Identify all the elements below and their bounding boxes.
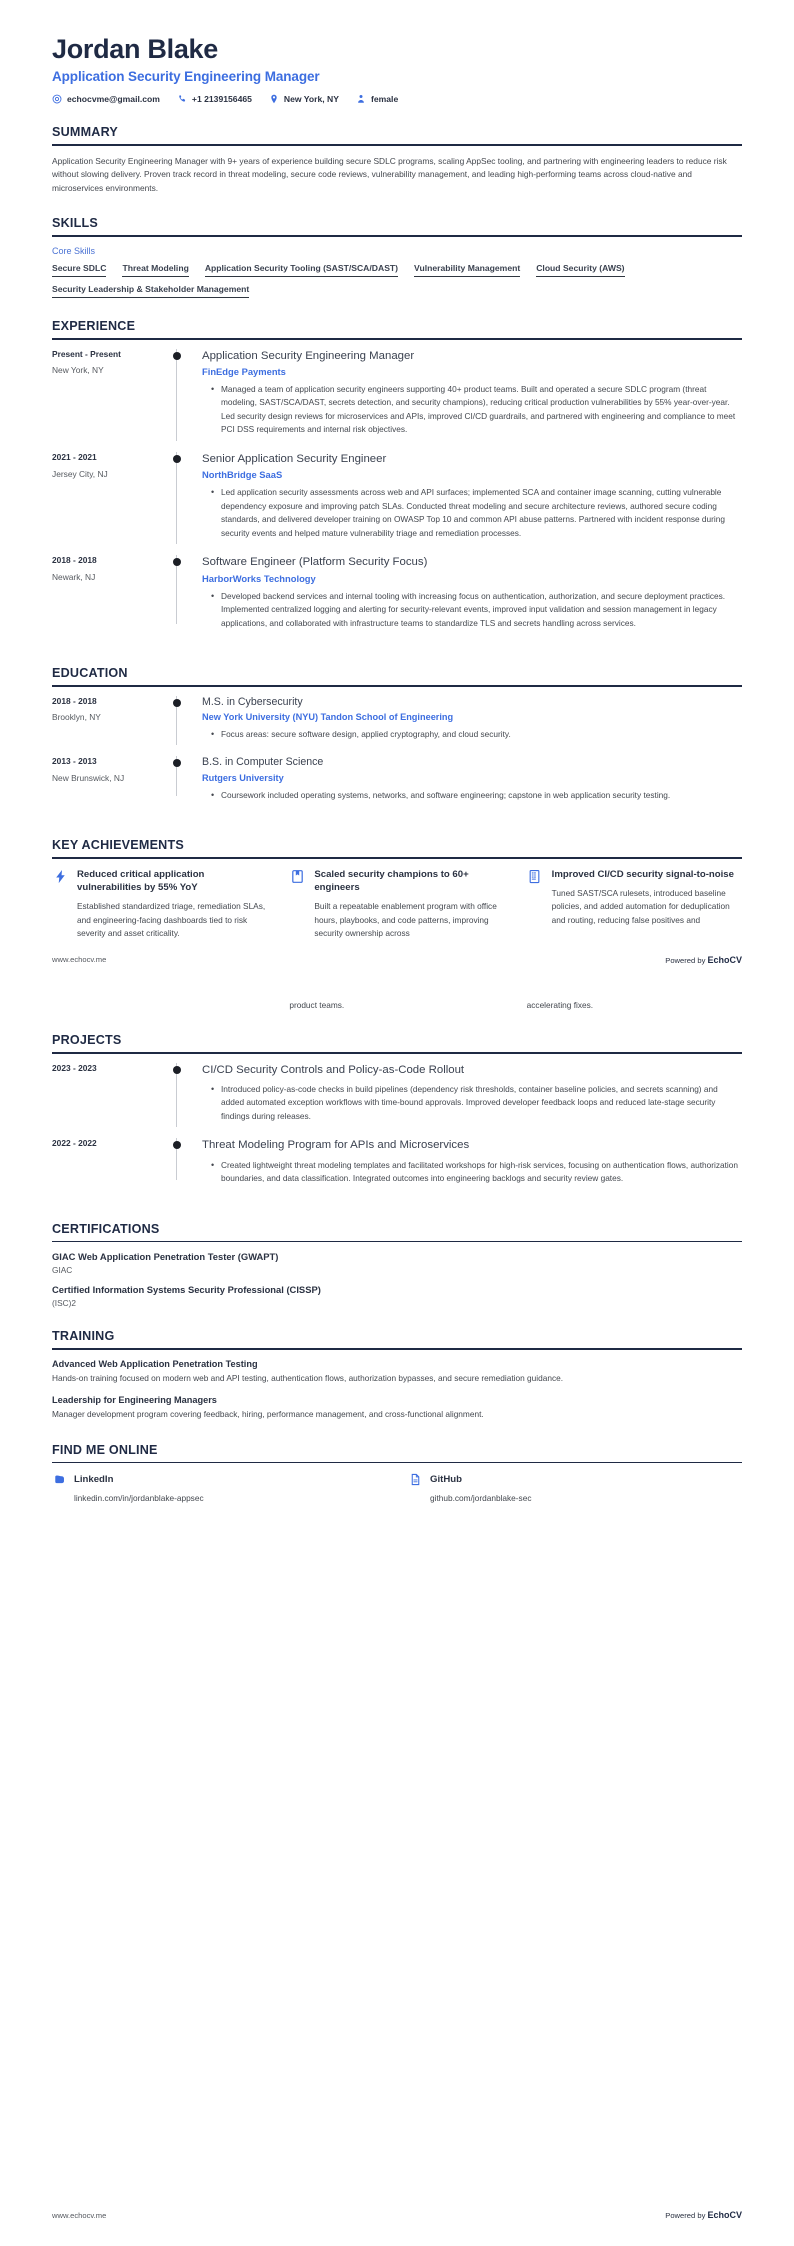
skill-tag: Threat Modeling [122,263,188,277]
entry-date: 2018 - 2018 [52,555,97,566]
lightning-bolt-icon [52,869,68,885]
achievement-title: Improved CI/CD security signal-to-noise [551,868,734,880]
location-pin-icon [269,94,279,104]
list-item: • Managed a team of application security engineers supporting 40+ product teams. Built and operated a secure SDLC program (threat modeling, SAST/SCA/DAST, secrets detection, and security champions), reducing critical production vulnerabilities by 55% year-over-year. Led security design reviews for microservices and APIs, improved CI/CD guardrails, and partnered with engineering and compliance to meet PCI DSS requirements and internal risk objectives. [213,383,742,437]
entry-date: 2022 - 2022 [52,1138,97,1149]
certification-name: Certified Information Systems Security Professional (CISSP) [52,1284,321,1296]
skill-tag: Vulnerability Management [414,263,520,277]
training-name: Advanced Web Application Penetration Testing [52,1358,258,1369]
skill-tag: Cloud Security (AWS) [536,263,624,277]
timeline-rail [172,1063,194,1126]
achievement-description: Built a repeatable enablement program with office hours, playbooks, and code patterns, improving security ownership across [314,901,497,939]
list-item: • Focus areas: secure software design, applied cryptography, and cloud security. [213,728,742,742]
section-key-achievements [52,838,742,940]
list-item: • Introduced policy-as-code checks in build pipelines (dependency risk thresholds, container baseline policies, and secrets scanning) and added automated exception workflows with time-bound approvals. Improved developer feedback loops and reduced late-stage security findings during releases. [213,1083,742,1124]
entry-location: Jersey City, NJ [52,468,108,479]
contact-gender [356,94,398,104]
entry-date: 2018 - 2018 [52,695,97,706]
entry-meta [52,349,172,439]
footer-brand-name: EchoCV [707,954,742,965]
timeline-rail [172,555,194,632]
entry-bullets [202,789,742,803]
certification-item [52,1251,742,1275]
list-item: • Created lightweight threat modeling templates and facilitated workshops for high-risk services, focusing on authentication flows, authorization boundaries, and data classification. Integrated outcomes into engineering backlogs and security review gates. [213,1159,742,1186]
section-find-me-online [52,1443,742,1504]
section-title-achievements: KEY ACHIEVEMENTS [52,838,184,853]
entry-content [194,1063,742,1126]
section-title-training: TRAINING [52,1329,115,1344]
section-title-education: EDUCATION [52,666,128,681]
entry-organization: FinEdge Payments [202,365,286,377]
bookmark-icon [289,869,305,885]
training-item [52,1395,742,1421]
certification-name: GIAC Web Application Penetration Tester (GWAPT) [52,1251,279,1263]
project-title: Threat Modeling Program for APIs and Microservices [202,1139,470,1152]
section-title-certifications: CERTIFICATIONS [52,1221,160,1236]
at-icon [52,94,62,104]
section-projects [52,1033,742,1201]
footer-site[interactable]: www.echocv.me [52,955,107,965]
entry-role: Software Engineer (Platform Security Focus) [202,556,428,569]
section-skills [52,216,742,298]
achievement-description: Tuned SAST/SCA rulesets, introduced baseline policies, and added automation for deduplication and routing, reducing false positives and [551,888,730,925]
section-training [52,1329,742,1421]
entry-organization: HarborWorks Technology [202,572,316,584]
footer-brand [665,955,742,965]
section-title-experience: EXPERIENCE [52,319,136,334]
achievement-card [527,868,742,941]
achievement-title: Scaled security champions to 60+ engineers [314,868,469,893]
achievement-title: Reduced critical application vulnerabilities by 55% YoY [77,868,205,893]
skill-tag-list [52,263,742,298]
page-title: Jordan Blake [52,34,218,64]
online-profile-linkedin[interactable] [52,1472,386,1503]
entry-content [194,1138,742,1187]
entry-content [194,555,742,632]
certification-issuer: GIAC [52,1265,73,1276]
entry-organization: NorthBridge SaaS [202,469,283,481]
linkedin-icon [52,1472,66,1486]
project-entry [52,1063,742,1139]
section-title-skills: SKILLS [52,216,98,231]
achievement-description: Established standardized triage, remediation SLAs, and engineering-facing dashboards tied to risk severity and asset criticality. [77,901,266,939]
page-footer [52,2210,742,2220]
entry-meta [52,756,172,804]
list-item: • Coursework included operating systems, networks, and software engineering; capstone in web application security testing. [213,789,742,803]
achievement-card [52,868,267,941]
entry-content [194,349,742,439]
entry-role: Application Security Engineering Manager [202,349,415,362]
timeline-dot [173,352,181,360]
section-experience [52,319,742,645]
education-entry [52,696,742,757]
entry-location: Brooklyn, NY [52,712,101,723]
training-name: Leadership for Engineering Managers [52,1395,217,1406]
online-profile-github[interactable] [408,1472,742,1503]
footer-brand-prefix: Powered by [665,2211,708,2220]
contact-location-text: New York, NY [283,94,339,105]
list-item: • Led application security assessments across web and API surfaces; implemented SCA and container image scanning, cutting vulnerable dependency exposure and improving patch SLAs. Conducted threat modeling and secure architecture reviews, authored secure coding standards, and delivered developer training on OWASP Top 10 and common API abuse patterns. Partnered with incident response during security events and helped mature vulnerability triage and remediation processes. [213,486,742,540]
entry-location: Newark, NJ [52,572,96,583]
summary-text: Application Security Engineering Manager with 9+ years of experience building secure SDLC programs, scaling AppSec tooling, and partnering with engineering leaders to reduce risk without slowing delivery. Proven track record in threat modeling, secure code reviews, vulnerability management, and leading high-performing teams across cloud-native and microservices environments. [52,155,727,193]
entry-date: 2023 - 2023 [52,1062,97,1073]
skill-group-label: Core Skills [52,246,96,257]
list-item: • Developed backend services and internal tooling with increasing focus on authentication, authorization, and secure deployment practices. Implemented centralized logging and alerting for security-relevant events, improved input validation and session management in legacy applications, and collaborated with infrastructure teams to standardize TLS and secrets handling across services. [213,590,742,631]
timeline-dot [173,699,181,707]
contact-email-text: echocvme@gmail.com [67,94,160,105]
timeline-rail [172,1138,194,1187]
contact-email[interactable] [52,94,160,104]
entry-role: Senior Application Security Engineer [202,452,387,465]
project-title: CI/CD Security Controls and Policy-as-Code Rollout [202,1063,465,1076]
section-title-online: FIND ME ONLINE [52,1442,158,1457]
entry-content [194,696,742,744]
timeline-dot [173,1066,181,1074]
entry-date: Present - Present [52,348,121,359]
skill-tag: Secure SDLC [52,263,106,277]
section-title-projects: PROJECTS [52,1032,122,1047]
entry-date: 2013 - 2013 [52,756,97,767]
skill-tag: Security Leadership & Stakeholder Management [52,284,249,298]
entry-location: New York, NY [52,365,104,376]
experience-entry [52,349,742,452]
training-description: Hands-on training focused on modern web and API testing, authentication flows, authorization bypasses, and secure remediation guidance. [52,1372,564,1383]
experience-entry [52,555,742,645]
server-rack-icon [527,869,543,885]
education-entry [52,756,742,817]
achievement-card [289,868,504,941]
online-label: GitHub [430,1473,462,1485]
entry-bullets [202,383,742,437]
achievement-spill-row [52,999,742,1012]
person-icon [356,94,366,104]
entry-content [194,756,742,804]
entry-meta [52,696,172,744]
experience-entry [52,452,742,555]
achievement-description-continued: product teams. [289,999,345,1010]
achievement-description-continued: accelerating fixes. [526,999,594,1010]
online-grid [52,1472,742,1503]
timeline-dot [173,759,181,767]
entry-bullets [202,590,742,631]
entry-bullets [202,486,742,540]
footer-site[interactable]: www.echocv.me [52,2210,107,2220]
timeline-rail [172,756,194,804]
entry-content [194,452,742,542]
online-url[interactable]: github.com/jordanblake-sec [430,1493,532,1504]
contact-location [269,94,339,104]
entry-meta [52,1138,172,1187]
certification-item [52,1284,742,1308]
online-label: LinkedIn [74,1473,114,1485]
timeline-rail [172,349,194,439]
achievement-grid [52,868,742,941]
certification-issuer: (ISC)2 [52,1298,76,1309]
resume-header [52,34,742,104]
online-url[interactable]: linkedin.com/in/jordanblake-appsec [74,1493,204,1504]
contact-phone[interactable] [177,94,252,104]
headline: Application Security Engineering Manager [52,69,320,85]
timeline-dot [173,455,181,463]
entry-bullets [202,728,742,742]
degree-title: M.S. in Cybersecurity [202,695,303,708]
timeline-rail [172,696,194,744]
skill-tag: Application Security Tooling (SAST/SCA/DAST) [205,263,398,277]
contact-gender-text: female [371,94,399,105]
entry-bullets [202,1083,742,1124]
training-description: Manager development program covering feedback, hiring, performance management, and cross-functional alignment. [52,1409,484,1420]
entry-date: 2021 - 2021 [52,451,97,462]
entry-meta [52,1063,172,1126]
degree-title: B.S. in Computer Science [202,756,324,769]
section-education [52,666,742,817]
contact-phone-text: +1 2139156465 [191,94,252,105]
entry-bullets [202,1159,742,1186]
footer-brand-name: EchoCV [707,2210,742,2220]
timeline-dot [173,1141,181,1149]
section-certifications [52,1222,742,1309]
footer-brand [665,2210,742,2220]
entry-meta [52,452,172,542]
section-title-summary: SUMMARY [52,125,118,140]
phone-icon [177,94,187,104]
school-name: New York University (NYU) Tandon School of Engineering [202,711,454,722]
page-footer [52,955,742,965]
entry-location: New Brunswick, NJ [52,773,125,784]
school-name: Rutgers University [202,772,284,783]
contact-row [52,94,742,104]
timeline-dot [173,558,181,566]
github-icon [408,1472,422,1486]
entry-meta [52,555,172,632]
timeline-rail [172,452,194,542]
training-item [52,1359,742,1385]
project-entry [52,1138,742,1200]
section-summary [52,125,742,195]
footer-brand-prefix: Powered by [665,955,708,965]
